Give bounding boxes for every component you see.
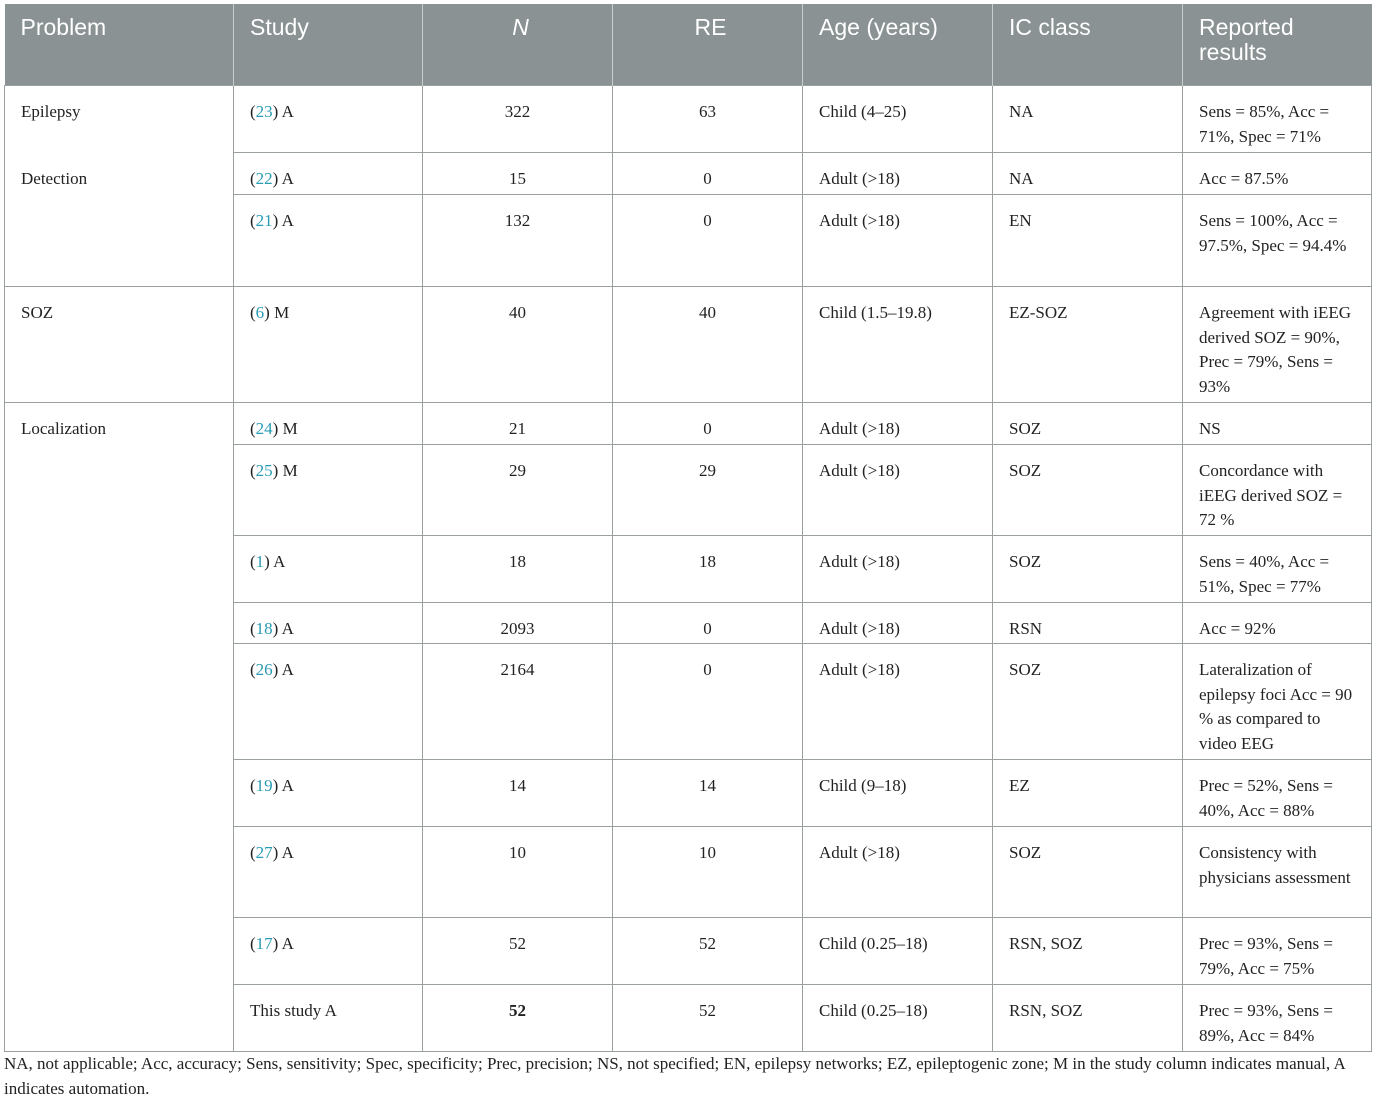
study-suffix: ) A: [272, 619, 294, 638]
re-cell: 52: [613, 985, 803, 1052]
problem-cell: SOZ: [5, 287, 234, 403]
header-age: Age (years): [803, 4, 993, 86]
study-cell: (19) A: [234, 760, 423, 827]
results-cell: Agreement with iEEG derived SOZ = 90%, Prec = 79%, Sens = 93%: [1183, 287, 1372, 403]
header-study: Study: [234, 4, 423, 86]
study-suffix: ) A: [272, 211, 294, 230]
results-cell: Acc = 92%: [1183, 603, 1372, 644]
n-cell: 52: [423, 918, 613, 985]
reference-link[interactable]: 19: [255, 776, 273, 795]
table-container: [4, 4, 1371, 1052]
problem-cell: [5, 445, 234, 536]
study-suffix: ) A: [272, 169, 294, 188]
n-cell: 322: [423, 86, 613, 153]
problem-cell: [5, 985, 234, 1052]
n-cell: 10: [423, 827, 613, 918]
re-cell: 14: [613, 760, 803, 827]
problem-cell: Epilepsy: [5, 86, 234, 153]
table-row: [5, 827, 1372, 918]
age-cell: Child (4–25): [803, 86, 993, 153]
table-header: [5, 4, 1372, 86]
ic-class-cell: EZ: [993, 760, 1183, 827]
reference-link[interactable]: 23: [255, 102, 273, 121]
reference-link[interactable]: 25: [255, 461, 273, 480]
reference-link[interactable]: 22: [255, 169, 273, 188]
ic-class-cell: SOZ: [993, 445, 1183, 536]
age-cell: Child (0.25–18): [803, 985, 993, 1052]
table-row: [5, 536, 1372, 603]
table-body: [5, 86, 1372, 1052]
re-cell: 0: [613, 153, 803, 195]
reference-link[interactable]: 1: [255, 552, 265, 571]
table-row: [5, 86, 1372, 153]
ic-class-cell: SOZ: [993, 536, 1183, 603]
re-cell: 40: [613, 287, 803, 403]
re-cell: 63: [613, 86, 803, 153]
reference-link[interactable]: 27: [255, 843, 273, 862]
n-cell: 29: [423, 445, 613, 536]
table-row: [5, 603, 1372, 644]
header-re: RE: [613, 4, 803, 86]
n-cell: 15: [423, 153, 613, 195]
age-cell: Child (1.5–19.8): [803, 287, 993, 403]
results-cell: Acc = 87.5%: [1183, 153, 1372, 195]
age-cell: Child (9–18): [803, 760, 993, 827]
study-suffix: ) A: [272, 776, 294, 795]
ic-class-cell: SOZ: [993, 644, 1183, 760]
results-cell: Sens = 100%, Acc = 97.5%, Spec = 94.4%: [1183, 195, 1372, 287]
ic-class-cell: SOZ: [993, 827, 1183, 918]
n-cell: 21: [423, 403, 613, 445]
study-suffix: ) A: [272, 102, 294, 121]
table-row: [5, 644, 1372, 760]
results-table: [4, 4, 1372, 1052]
study-suffix: ) A: [272, 934, 294, 953]
n-cell: 2093: [423, 603, 613, 644]
study-cell: (23) A: [234, 86, 423, 153]
reference-link[interactable]: 6: [255, 303, 265, 322]
header-ic-class: IC class: [993, 4, 1183, 86]
reference-link[interactable]: 26: [255, 660, 273, 679]
table-row: [5, 403, 1372, 445]
table-row: [5, 760, 1372, 827]
results-cell: Sens = 40%, Acc = 51%, Spec = 77%: [1183, 536, 1372, 603]
age-cell: Adult (>18): [803, 195, 993, 287]
study-cell: (25) M: [234, 445, 423, 536]
re-cell: 0: [613, 195, 803, 287]
ic-class-cell: NA: [993, 153, 1183, 195]
n-cell: 2164: [423, 644, 613, 760]
problem-cell: [5, 536, 234, 603]
age-cell: Adult (>18): [803, 153, 993, 195]
study-suffix: ) A: [272, 843, 294, 862]
table-footnote: NA, not applicable; Acc, accuracy; Sens, sensitivity; Spec, specificity; Prec, precision; NS, not specified; EN, epilepsy networks; EZ, epileptogenic zone; M in the study column indicates manual, A indicates automation.: [4, 1054, 1345, 1098]
n-cell: 132: [423, 195, 613, 287]
problem-cell: [5, 760, 234, 827]
age-cell: Adult (>18): [803, 536, 993, 603]
results-cell: Lateralization of epilepsy foci Acc = 90 % as compared to video EEG: [1183, 644, 1372, 760]
table-row: [5, 918, 1372, 985]
re-cell: 0: [613, 603, 803, 644]
results-cell: Prec = 93%, Sens = 89%, Acc = 84%: [1183, 985, 1372, 1052]
re-cell: 29: [613, 445, 803, 536]
ic-class-cell: RSN: [993, 603, 1183, 644]
results-cell: Prec = 52%, Sens = 40%, Acc = 88%: [1183, 760, 1372, 827]
age-cell: Adult (>18): [803, 603, 993, 644]
header-reported-results: Reported results: [1183, 4, 1372, 86]
study-cell: (21) A: [234, 195, 423, 287]
ic-class-cell: RSN, SOZ: [993, 918, 1183, 985]
ic-class-cell: RSN, SOZ: [993, 985, 1183, 1052]
n-cell: 40: [423, 287, 613, 403]
study-suffix: ) A: [264, 552, 286, 571]
problem-cell: [5, 603, 234, 644]
problem-cell: Localization: [5, 403, 234, 445]
ic-class-cell: EZ-SOZ: [993, 287, 1183, 403]
ic-class-cell: SOZ: [993, 403, 1183, 445]
study-cell: (1) A: [234, 536, 423, 603]
results-cell: Prec = 93%, Sens = 79%, Acc = 75%: [1183, 918, 1372, 985]
study-suffix: ) M: [272, 419, 298, 438]
study-suffix: ) M: [264, 303, 290, 322]
ic-class-cell: EN: [993, 195, 1183, 287]
results-cell: Sens = 85%, Acc = 71%, Spec = 71%: [1183, 86, 1372, 153]
n-cell: 14: [423, 760, 613, 827]
age-cell: Adult (>18): [803, 827, 993, 918]
study-suffix: ) M: [272, 461, 298, 480]
reference-link[interactable]: 17: [255, 934, 273, 953]
re-cell: 18: [613, 536, 803, 603]
problem-cell: Detection: [5, 153, 234, 195]
study-cell: This study A: [234, 985, 423, 1052]
n-cell: 52: [423, 985, 613, 1052]
study-cell: (18) A: [234, 603, 423, 644]
header-n: N: [423, 4, 613, 86]
age-cell: Adult (>18): [803, 644, 993, 760]
results-cell: Consistency with physicians assessment: [1183, 827, 1372, 918]
study-cell: (26) A: [234, 644, 423, 760]
results-cell: NS: [1183, 403, 1372, 445]
ic-class-cell: NA: [993, 86, 1183, 153]
results-cell: Concordance with iEEG derived SOZ = 72 %: [1183, 445, 1372, 536]
reference-link[interactable]: 24: [255, 419, 273, 438]
table-row: [5, 287, 1372, 403]
problem-cell: [5, 827, 234, 918]
study-cell: (17) A: [234, 918, 423, 985]
reference-link[interactable]: 18: [255, 619, 273, 638]
table-row: [5, 195, 1372, 287]
problem-cell: [5, 644, 234, 760]
re-cell: 10: [613, 827, 803, 918]
table-row: [5, 985, 1372, 1052]
study-suffix: ) A: [272, 660, 294, 679]
study-cell: (27) A: [234, 827, 423, 918]
problem-cell: [5, 918, 234, 985]
re-cell: 0: [613, 644, 803, 760]
age-cell: Adult (>18): [803, 403, 993, 445]
n-cell: 18: [423, 536, 613, 603]
table-row: [5, 445, 1372, 536]
study-cell: (24) M: [234, 403, 423, 445]
header-row: [5, 4, 1372, 86]
reference-link[interactable]: 21: [255, 211, 273, 230]
re-cell: 52: [613, 918, 803, 985]
study-cell: (22) A: [234, 153, 423, 195]
header-problem: Problem: [5, 4, 234, 86]
problem-cell: [5, 195, 234, 287]
re-cell: 0: [613, 403, 803, 445]
study-cell: (6) M: [234, 287, 423, 403]
age-cell: Child (0.25–18): [803, 918, 993, 985]
table-row: [5, 153, 1372, 195]
age-cell: Adult (>18): [803, 445, 993, 536]
